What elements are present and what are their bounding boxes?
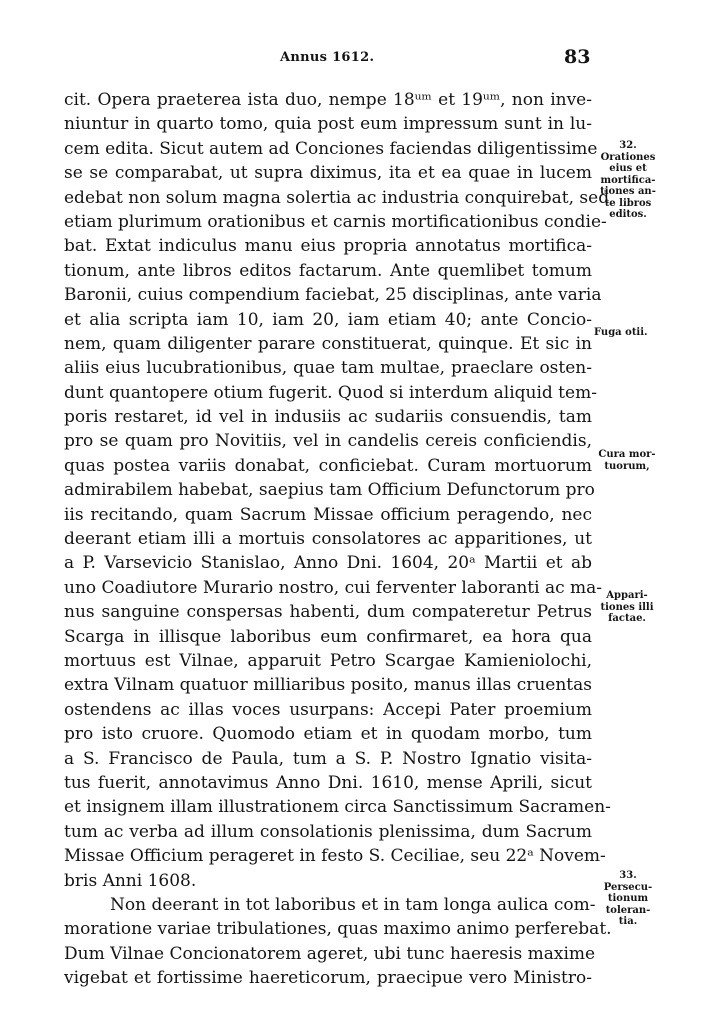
- text-line: vigebat et fortissime haereticorum, praecipue vero Ministro-: [64, 968, 592, 989]
- text-line: Missae Officium perageret in festo S. Ceciliae, seu 22ᵃ Novem-: [64, 846, 606, 867]
- text-line: et insignem illam illustrationem circa Sanctissimum Sacramen-: [64, 797, 611, 818]
- text-line: a P. Varsevicio Stanislao, Anno Dni. 1604, 20ᵃ Martii et ab: [64, 553, 592, 574]
- text-line: Scarga in illisque laboribus eum confirmaret, ea hora qua: [64, 626, 592, 647]
- margin-note: Fuga otii.: [594, 327, 648, 338]
- text-line: quas postea variis donabat, conficiebat. Curam mortuorum: [64, 455, 592, 476]
- text-line: Non deerant in tot laboribus et in tam longa aulica com-: [110, 894, 596, 915]
- running-head: Annus 1612.: [280, 50, 375, 65]
- text-line: etiam plurimum orationibus et carnis mortificationibus condie-: [64, 211, 607, 232]
- text-line: pro se quam pro Novitiis, vel in candelis cereis conficiendis,: [64, 431, 592, 452]
- text-line: nem, quam diligenter parare constituerat, quinque. Et sic in: [64, 333, 592, 354]
- text-line: cem edita. Sicut autem ad Conciones faciendas diligentissime: [64, 138, 598, 159]
- margin-note: 33. Persecu- tionum toleran- tia.: [603, 870, 653, 927]
- text-line: admirabilem habebat, saepius tam Officium Defunctorum pro: [64, 480, 595, 501]
- text-line: dunt quantopere otium fugerit. Quod si interdum aliquid tem-: [64, 382, 597, 403]
- text-line: cit. Opera praeterea ista duo, nempe 18ᵘᵐ et 19ᵘᵐ, non inve-: [64, 90, 592, 110]
- page-header: [0, 44, 720, 74]
- page-number: 83: [564, 46, 591, 68]
- text-line: et alia scripta iam 10, iam 20, iam etiam 40; ante Concio-: [64, 309, 592, 330]
- text-line: Baronii, cuius compendium faciebat, 25 disciplinas, ante varia: [64, 285, 602, 306]
- margin-note: Cura mor- tuorum,: [598, 449, 656, 472]
- text-line: bat. Extat indiculus manu eius propria annotatus mortifica-: [64, 236, 592, 257]
- text-line: nus sanguine conspersas habenti, dum compateretur Petrus: [64, 602, 592, 623]
- text-line: Dum Vilnae Concionatorem ageret, ubi tunc haeresis maxime: [64, 943, 596, 964]
- text-line: tum ac verba ad illum consolationis plenissima, dum Sacrum: [64, 821, 592, 842]
- text-line: poris restaret, id vel in indusiis ac sudariis consuendis, tam: [64, 407, 592, 428]
- text-line: se se comparabat, ut supra diximus, ita et ea quae in lucem: [64, 163, 592, 184]
- text-line: aliis eius lucubrationibus, quae tam multae, praeclare osten-: [64, 358, 592, 379]
- margin-note: 32. Orationes eius et mortifica- tiones an- te libros editos.: [600, 140, 656, 220]
- text-line: uno Coadiutore Murario nostro, cui ferventer laboranti ac ma-: [64, 577, 603, 598]
- text-line: ostendens ac illas voces usurpans: Accepi Pater proemium: [64, 699, 592, 720]
- text-line: niuntur in quarto tomo, quia post eum impressum sunt in lu-: [64, 114, 592, 135]
- text-line: moratione variae tribulationes, quas maximo animo perferebat.: [64, 919, 612, 940]
- text-line: bris Anni 1608.: [64, 870, 197, 891]
- text-line: mortuus est Vilnae, apparuit Petro Scargae Kamieniolochi,: [64, 650, 592, 671]
- margin-note: Appari- tiones illi factae.: [600, 590, 654, 624]
- text-line: deerant etiam illi a mortuis consolatores ac apparitiones, ut: [64, 529, 592, 550]
- text-line: pro isto cruore. Quomodo etiam et in quodam morbo, tum: [64, 724, 592, 745]
- body-text: [64, 88, 612, 990]
- text-line: iis recitando, quam Sacrum Missae officium peragendo, nec: [64, 504, 592, 525]
- text-line: tionum, ante libros editos factarum. Ante quemlibet tomum: [64, 260, 592, 281]
- text-line: extra Vilnam quatuor milliaribus posito, manus illas cruentas: [64, 675, 592, 696]
- text-line: tus fuerit, annotavimus Anno Dni. 1610, mense Aprili, sicut: [64, 772, 592, 793]
- text-line: a S. Francisco de Paula, tum a S. P. Nostro Ignatio visita-: [64, 748, 592, 769]
- text-line: edebat non solum magna solertia ac industria conquirebat, sed: [64, 187, 610, 208]
